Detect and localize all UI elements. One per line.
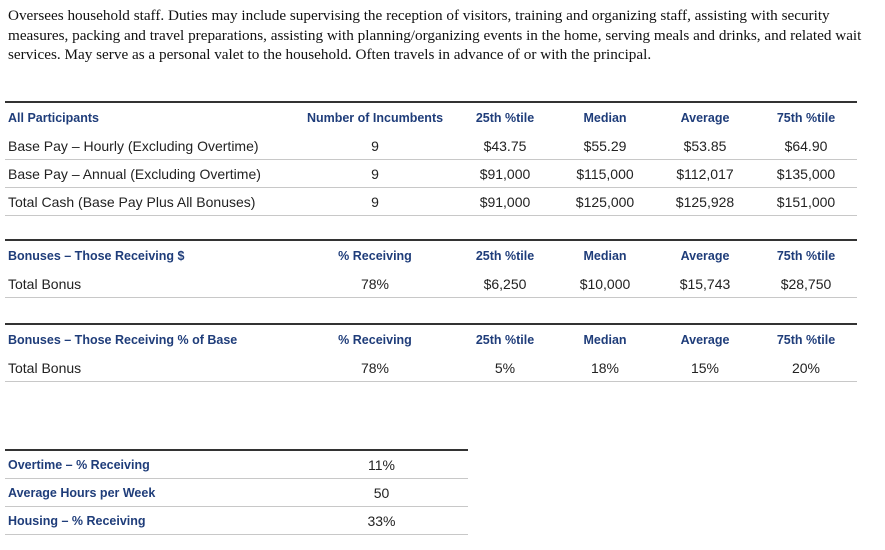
table-cell: 15% [690, 359, 720, 376]
table-cell: 9 [371, 193, 379, 210]
stat-label: Average Hours per Week [8, 485, 156, 500]
row-label: Total Cash (Base Pay Plus All Bonuses) [8, 193, 256, 210]
table-row [5, 507, 468, 535]
table-row [5, 188, 857, 216]
column-header: % Receiving [338, 248, 412, 263]
table-row [5, 354, 857, 382]
column-header: Bonuses – Those Receiving % of Base [8, 332, 238, 347]
column-header: All Participants [8, 110, 99, 125]
table-header-row [5, 102, 857, 132]
table-cell: $125,928 [675, 193, 735, 210]
row-label: Total Bonus [8, 359, 82, 376]
table-cell: 78% [360, 359, 390, 376]
table-cell: 20% [791, 359, 821, 376]
table-cell: 78% [360, 275, 390, 292]
table-row [5, 132, 857, 160]
all-participants-table [5, 101, 857, 216]
table-cell: $64.90 [784, 137, 828, 154]
table-cell: $115,000 [576, 165, 634, 182]
table-cell: $91,000 [479, 193, 531, 210]
column-header: 25th %tile [475, 110, 535, 125]
table-cell: $112,017 [676, 165, 734, 182]
column-header: % Receiving [338, 332, 412, 347]
column-header: Average [680, 110, 730, 125]
row-label: Total Bonus [8, 275, 82, 292]
table-cell: $91,000 [479, 165, 531, 182]
stat-value: 11% [368, 456, 395, 473]
column-header: 25th %tile [475, 248, 535, 263]
column-header: Number of Incumbents [306, 110, 444, 125]
table-cell: $43.75 [483, 137, 527, 154]
column-header: 75th %tile [776, 332, 836, 347]
table-row [5, 450, 468, 479]
table-cell: 9 [371, 165, 379, 182]
table-cell: 9 [371, 137, 379, 154]
column-header: Average [680, 248, 730, 263]
column-header: Median [583, 248, 627, 263]
table-header-row [5, 240, 857, 270]
stat-value: 33% [367, 512, 396, 529]
bonuses-percent-table [5, 323, 857, 382]
column-header: Average [680, 332, 730, 347]
table-cell: $53.85 [683, 137, 727, 154]
table-cell: $135,000 [776, 165, 836, 182]
table-cell: $55.29 [583, 137, 627, 154]
stat-label: Housing – % Receiving [8, 513, 146, 528]
row-label: Base Pay – Hourly (Excluding Overtime) [8, 137, 259, 154]
other-stats-table [5, 449, 468, 535]
row-label: Base Pay – Annual (Excluding Overtime) [8, 165, 261, 182]
table-cell: $15,743 [679, 275, 731, 292]
column-header: Median [583, 110, 627, 125]
table-cell: $6,250 [483, 275, 527, 292]
table-row [5, 479, 468, 507]
table-cell: 5% [494, 359, 516, 376]
job-description: Oversees household staff. Duties may include supervising the reception of visitors, training and organizing staff, assisting with security measures, packing and travel preparations, assisting with planning/organizing events in the home, serving meals and drinks, and related wait services. May serve as a personal valet to the household. Often travels in advance of or with the principal. [8, 7, 862, 63]
column-header: 25th %tile [475, 332, 535, 347]
table-row [5, 160, 857, 188]
stat-value: 50 [373, 484, 390, 501]
column-header: 75th %tile [776, 248, 836, 263]
table-row [5, 270, 857, 298]
table-cell: $125,000 [575, 193, 635, 210]
stat-label: Overtime – % Receiving [8, 457, 150, 472]
column-header: Median [583, 332, 627, 347]
bonuses-dollar-table [5, 239, 857, 298]
table-cell: $10,000 [579, 275, 631, 292]
table-cell: $151,000 [776, 193, 836, 210]
table-header-row [5, 324, 857, 354]
table-cell: 18% [590, 359, 620, 376]
table-cell: $28,750 [780, 275, 832, 292]
column-header: Bonuses – Those Receiving $ [8, 248, 185, 263]
column-header: 75th %tile [776, 110, 836, 125]
